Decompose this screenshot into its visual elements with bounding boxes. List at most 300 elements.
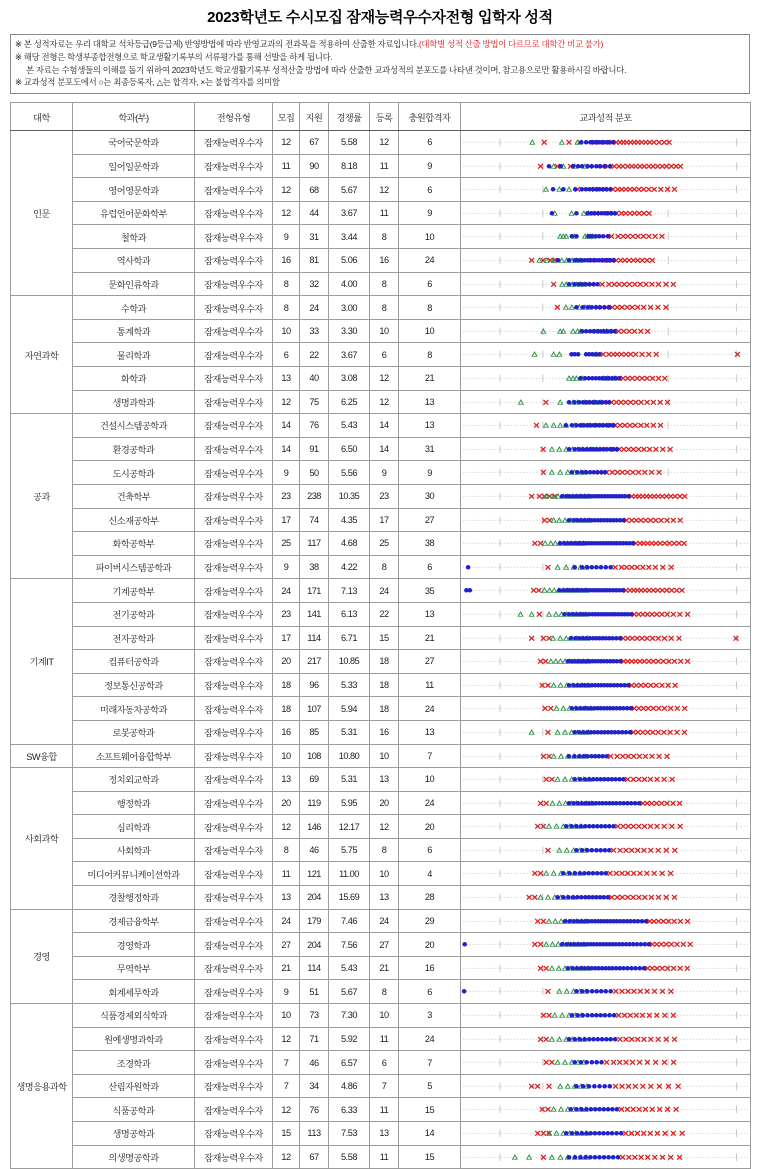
table-row [11,414,751,438]
col-header-deung: 등록 [370,103,399,131]
table-row [11,720,751,744]
chung-cell: 9 [399,201,461,225]
deung-cell: 18 [370,650,399,674]
jiwon-cell: 146 [300,815,329,839]
chung-cell: 35 [399,579,461,603]
score-distribution-strip [461,438,750,461]
rate-cell: 5.43 [329,956,370,980]
table-row [11,1145,751,1169]
type-cell: 잠재능력우수자 [195,296,273,320]
type-cell: 잠재능력우수자 [195,1051,273,1075]
college-name-cell: 인문 [11,131,73,296]
mojip-cell: 21 [273,956,300,980]
score-distribution-cell [461,508,751,532]
rate-cell: 5.67 [329,980,370,1004]
table-row [11,1122,751,1146]
dept-cell: 화학공학부 [73,532,195,556]
deung-cell: 11 [370,1145,399,1169]
score-distribution-strip [461,509,750,532]
chung-cell: 6 [399,838,461,862]
mojip-cell: 10 [273,744,300,768]
dept-cell: 신소재공학부 [73,508,195,532]
grades-table [10,102,751,1169]
mojip-cell: 8 [273,272,300,296]
score-distribution-strip [461,839,750,862]
deung-cell: 17 [370,508,399,532]
chung-cell: 24 [399,697,461,721]
score-distribution-cell [461,909,751,933]
deung-cell: 20 [370,791,399,815]
jiwon-cell: 32 [300,272,329,296]
table-row [11,673,751,697]
score-distribution-strip [461,202,750,225]
chung-cell: 20 [399,815,461,839]
mojip-cell: 12 [273,815,300,839]
score-distribution-strip [461,674,750,697]
jiwon-cell: 76 [300,1098,329,1122]
score-distribution-strip [461,886,750,909]
score-distribution-strip [461,862,750,885]
dept-cell: 심리학과 [73,815,195,839]
table-row [11,909,751,933]
type-cell: 잠재능력우수자 [195,1074,273,1098]
mojip-cell: 20 [273,650,300,674]
dept-cell: 산림자원학과 [73,1074,195,1098]
chung-cell: 30 [399,484,461,508]
jiwon-cell: 46 [300,1051,329,1075]
score-distribution-strip [461,650,750,673]
dept-cell: 일어일문학과 [73,154,195,178]
chung-cell: 15 [399,1145,461,1169]
dept-cell: 환경공학과 [73,437,195,461]
chung-cell: 13 [399,390,461,414]
table-row [11,249,751,273]
dept-cell: 생명과학과 [73,390,195,414]
jiwon-cell: 96 [300,673,329,697]
college-name-cell: 자연과학 [11,296,73,414]
mojip-cell: 23 [273,602,300,626]
rate-cell: 7.46 [329,909,370,933]
college-name-cell: 경영 [11,909,73,1003]
score-distribution-cell [461,791,751,815]
type-cell: 잠재능력우수자 [195,201,273,225]
deung-cell: 10 [370,744,399,768]
mojip-cell: 13 [273,367,300,391]
mojip-cell: 12 [273,1098,300,1122]
grades-table-wrap [10,102,750,1169]
mojip-cell: 24 [273,909,300,933]
jiwon-cell: 71 [300,1027,329,1051]
mojip-cell: 7 [273,1051,300,1075]
deung-cell: 6 [370,1051,399,1075]
deung-cell: 11 [370,154,399,178]
dept-cell: 회계세무학과 [73,980,195,1004]
mojip-cell: 15 [273,1122,300,1146]
score-distribution-strip [461,910,750,933]
jiwon-cell: 24 [300,296,329,320]
type-cell: 잠재능력우수자 [195,154,273,178]
type-cell: 잠재능력우수자 [195,461,273,485]
score-distribution-cell [461,532,751,556]
mojip-cell: 20 [273,791,300,815]
jiwon-cell: 85 [300,720,329,744]
jiwon-cell: 117 [300,532,329,556]
chung-cell: 6 [399,555,461,579]
table-row [11,744,751,768]
score-distribution-cell [461,272,751,296]
type-cell: 잠재능력우수자 [195,626,273,650]
deung-cell: 6 [370,343,399,367]
chung-cell: 13 [399,602,461,626]
dept-cell: 물리학과 [73,343,195,367]
dept-cell: 미래자동차공학과 [73,697,195,721]
table-row [11,319,751,343]
mojip-cell: 18 [273,697,300,721]
chung-cell: 24 [399,1027,461,1051]
score-distribution-strip [461,414,750,437]
table-row [11,956,751,980]
type-cell: 잠재능력우수자 [195,390,273,414]
jiwon-cell: 114 [300,956,329,980]
deung-cell: 16 [370,249,399,273]
dept-cell: 행정학과 [73,791,195,815]
score-distribution-strip [461,1028,750,1051]
dept-cell: 철학과 [73,225,195,249]
dept-cell: 경제금융학부 [73,909,195,933]
score-distribution-strip [461,485,750,508]
score-distribution-cell [461,886,751,910]
mojip-cell: 12 [273,131,300,155]
dept-cell: 전자공학과 [73,626,195,650]
table-row [11,131,751,155]
table-row [11,1074,751,1098]
score-distribution-strip [461,1146,750,1169]
deung-cell: 24 [370,909,399,933]
rate-cell: 12.17 [329,815,370,839]
dept-cell: 식품경제외식학과 [73,1004,195,1028]
score-distribution-cell [461,650,751,674]
score-distribution-strip [461,579,750,602]
type-cell: 잠재능력우수자 [195,956,273,980]
chung-cell: 38 [399,532,461,556]
jiwon-cell: 67 [300,1145,329,1169]
dept-cell: 무역학부 [73,956,195,980]
score-distribution-strip [461,933,750,956]
dept-cell: 건설시스템공학과 [73,414,195,438]
rate-cell: 5.58 [329,1145,370,1169]
jiwon-cell: 107 [300,697,329,721]
note-mark: ※ [15,51,22,62]
dept-cell: 식품공학과 [73,1098,195,1122]
jiwon-cell: 114 [300,626,329,650]
college-name-cell: 공과 [11,414,73,579]
table-row [11,697,751,721]
score-distribution-cell [461,390,751,414]
score-distribution-strip [461,1051,750,1074]
rate-cell: 3.30 [329,319,370,343]
dept-cell: 원예생명과학과 [73,1027,195,1051]
table-row [11,225,751,249]
score-distribution-strip [461,461,750,484]
type-cell: 잠재능력우수자 [195,909,273,933]
deung-cell: 10 [370,1004,399,1028]
jiwon-cell: 119 [300,791,329,815]
rate-cell: 5.31 [329,720,370,744]
note-text: 해당 전형은 학생부종합전형으로 학교생활기록부의 서류평가를 통해 선발을 하게 됩니다. [23,51,333,62]
deung-cell: 9 [370,461,399,485]
dept-cell: 사회학과 [73,838,195,862]
score-distribution-cell [461,343,751,367]
score-distribution-cell [461,249,751,273]
jiwon-cell: 91 [300,437,329,461]
deung-cell: 14 [370,414,399,438]
type-cell: 잠재능력우수자 [195,1004,273,1028]
deung-cell: 18 [370,673,399,697]
rate-cell: 4.86 [329,1074,370,1098]
deung-cell: 13 [370,1122,399,1146]
chung-cell: 10 [399,319,461,343]
type-cell: 잠재능력우수자 [195,815,273,839]
jiwon-cell: 204 [300,886,329,910]
mojip-cell: 10 [273,1004,300,1028]
score-distribution-cell [461,414,751,438]
jiwon-cell: 40 [300,367,329,391]
dept-cell: 전기공학과 [73,602,195,626]
score-distribution-strip [461,296,750,319]
jiwon-cell: 217 [300,650,329,674]
rate-cell: 5.95 [329,791,370,815]
dept-cell: 통계학과 [73,319,195,343]
rate-cell: 6.71 [329,626,370,650]
jiwon-cell: 67 [300,131,329,155]
chung-cell: 8 [399,343,461,367]
dept-cell: 국어국문학과 [73,131,195,155]
mojip-cell: 18 [273,673,300,697]
col-header-jiwon: 지원 [300,103,329,131]
deung-cell: 16 [370,720,399,744]
score-distribution-strip [461,745,750,768]
dept-cell: 수학과 [73,296,195,320]
jiwon-cell: 113 [300,1122,329,1146]
rate-cell: 6.33 [329,1098,370,1122]
jiwon-cell: 51 [300,980,329,1004]
mojip-cell: 9 [273,225,300,249]
dept-cell: 도시공학과 [73,461,195,485]
deung-cell: 24 [370,579,399,603]
type-cell: 잠재능력우수자 [195,272,273,296]
deung-cell: 8 [370,272,399,296]
type-cell: 잠재능력우수자 [195,768,273,792]
score-distribution-cell [461,555,751,579]
rate-cell: 5.06 [329,249,370,273]
deung-cell: 22 [370,602,399,626]
mojip-cell: 11 [273,862,300,886]
mojip-cell: 11 [273,154,300,178]
deung-cell: 18 [370,697,399,721]
college-name-cell: 생명응용과학 [11,1004,73,1169]
score-distribution-cell [461,296,751,320]
chung-cell: 7 [399,1051,461,1075]
note-text: 본 자료는 수험생들의 이해를 돕기 위하여 2023학년도 학교생활기록부 성적산출 방법에 따라 산출한 교과성적의 분포도를 나타낸 것이며, 참고용으로만 활용하시길 바랍니다. [26,64,627,75]
dept-cell: 역사학과 [73,249,195,273]
type-cell: 잠재능력우수자 [195,414,273,438]
table-body [11,131,751,1169]
col-header-mojip: 모집 [273,103,300,131]
mojip-cell: 25 [273,532,300,556]
score-distribution-cell [461,673,751,697]
score-distribution-strip [461,367,750,390]
rate-cell: 7.56 [329,933,370,957]
rate-cell: 4.22 [329,555,370,579]
type-cell: 잠재능력우수자 [195,1122,273,1146]
dept-cell: 경영학과 [73,933,195,957]
score-distribution-strip [461,556,750,579]
rate-cell: 8.18 [329,154,370,178]
jiwon-cell: 90 [300,154,329,178]
rate-cell: 15.69 [329,886,370,910]
score-distribution-strip [461,532,750,555]
chung-cell: 10 [399,768,461,792]
rate-cell: 11.00 [329,862,370,886]
deung-cell: 12 [370,131,399,155]
score-distribution-strip [461,1075,750,1098]
score-distribution-cell [461,1004,751,1028]
rate-cell: 5.67 [329,178,370,202]
deung-cell: 25 [370,532,399,556]
score-distribution-cell [461,815,751,839]
type-cell: 잠재능력우수자 [195,602,273,626]
table-row [11,650,751,674]
col-header-dept: 학과(부) [73,103,195,131]
chung-cell: 11 [399,673,461,697]
score-distribution-cell [461,367,751,391]
rate-cell: 10.35 [329,484,370,508]
type-cell: 잠재능력우수자 [195,532,273,556]
dept-cell: 건축학부 [73,484,195,508]
table-row [11,626,751,650]
rate-cell: 7.53 [329,1122,370,1146]
chung-cell: 6 [399,131,461,155]
rate-cell: 6.50 [329,437,370,461]
deung-cell: 8 [370,296,399,320]
jiwon-cell: 31 [300,225,329,249]
table-row [11,768,751,792]
chung-cell: 24 [399,791,461,815]
score-distribution-cell [461,602,751,626]
jiwon-cell: 38 [300,555,329,579]
type-cell: 잠재능력우수자 [195,838,273,862]
chung-cell: 27 [399,650,461,674]
type-cell: 잠재능력우수자 [195,343,273,367]
score-distribution-cell [461,484,751,508]
score-distribution-strip [461,768,750,791]
col-header-chung: 충원합격자 [399,103,461,131]
chung-cell: 9 [399,154,461,178]
mojip-cell: 8 [273,838,300,862]
table-row [11,154,751,178]
college-name-cell: SW융합 [11,744,73,768]
type-cell: 잠재능력우수자 [195,319,273,343]
dept-cell: 영어영문학과 [73,178,195,202]
mojip-cell: 13 [273,768,300,792]
type-cell: 잠재능력우수자 [195,933,273,957]
type-cell: 잠재능력우수자 [195,178,273,202]
mojip-cell: 12 [273,390,300,414]
mojip-cell: 13 [273,886,300,910]
deung-cell: 11 [370,1027,399,1051]
jiwon-cell: 74 [300,508,329,532]
jiwon-cell: 22 [300,343,329,367]
chung-cell: 3 [399,1004,461,1028]
note-red-text: (대학별 성적 산출 방법이 다르므로 대학간 비교 불가) [418,39,604,49]
deung-cell: 13 [370,886,399,910]
mojip-cell: 9 [273,461,300,485]
col-header-rate: 경쟁률 [329,103,370,131]
dept-cell: 기계공학부 [73,579,195,603]
table-row [11,178,751,202]
chung-cell: 27 [399,508,461,532]
table-row [11,838,751,862]
chung-cell: 15 [399,1098,461,1122]
table-row [11,532,751,556]
note-line-3 [15,64,745,77]
table-row [11,791,751,815]
deung-cell: 23 [370,484,399,508]
jiwon-cell: 50 [300,461,329,485]
table-row [11,484,751,508]
chung-cell: 16 [399,956,461,980]
mojip-cell: 14 [273,414,300,438]
notes-box [10,34,750,94]
deung-cell: 8 [370,980,399,1004]
rate-cell: 5.94 [329,697,370,721]
type-cell: 잠재능력우수자 [195,744,273,768]
score-distribution-cell [461,1122,751,1146]
table-header-row [11,103,751,131]
type-cell: 잠재능력우수자 [195,1145,273,1169]
mojip-cell: 12 [273,1145,300,1169]
chung-cell: 13 [399,414,461,438]
deung-cell: 10 [370,319,399,343]
type-cell: 잠재능력우수자 [195,249,273,273]
score-distribution-cell [461,178,751,202]
deung-cell: 8 [370,838,399,862]
mojip-cell: 12 [273,178,300,202]
mojip-cell: 9 [273,980,300,1004]
col-header-college: 대학 [11,103,73,131]
chung-cell: 6 [399,272,461,296]
rate-cell: 3.44 [329,225,370,249]
chung-cell: 21 [399,626,461,650]
score-distribution-cell [461,744,751,768]
score-distribution-strip [461,603,750,626]
note-line-1 [15,38,745,51]
jiwon-cell: 76 [300,414,329,438]
deung-cell: 27 [370,933,399,957]
score-distribution-strip [461,320,750,343]
score-distribution-cell [461,461,751,485]
score-distribution-strip [461,391,750,414]
dept-cell: 미디어커뮤니케이션학과 [73,862,195,886]
score-distribution-cell [461,1074,751,1098]
jiwon-cell: 81 [300,249,329,273]
note-line-2 [15,51,745,64]
jiwon-cell: 34 [300,1074,329,1098]
chung-cell: 31 [399,437,461,461]
table-row [11,1027,751,1051]
rate-cell: 5.33 [329,673,370,697]
score-distribution-strip [461,343,750,366]
